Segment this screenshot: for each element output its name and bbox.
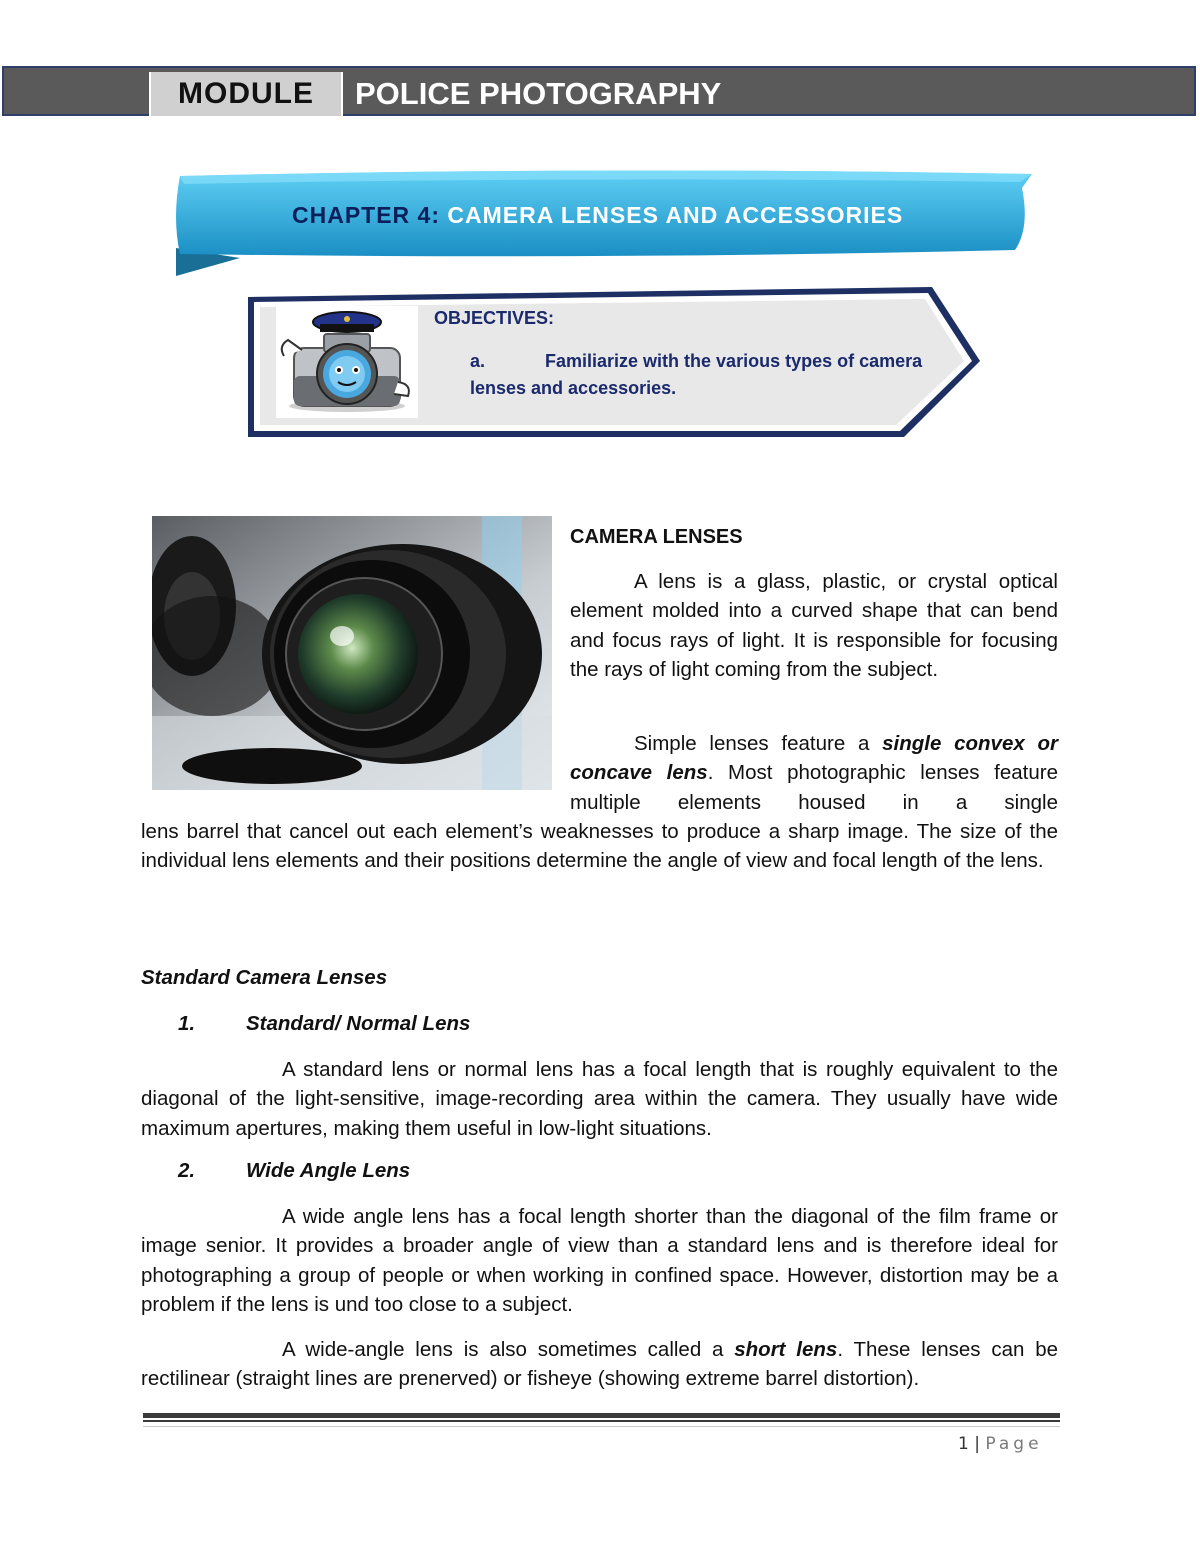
- objectives-heading: OBJECTIVES:: [434, 308, 555, 328]
- body2-start: A wide-angle lens is also sometimes called a: [282, 1338, 724, 1361]
- p2-middle: . Most photographic lenses feature multiple elements housed in a single: [570, 761, 1058, 814]
- item-title: Standard/ Normal Lens: [246, 1012, 471, 1035]
- page-separator: |: [974, 1434, 980, 1454]
- wide-angle-lens-body-2: [141, 1335, 1058, 1394]
- camera-lenses-paragraph-1: A lens is a glass, plastic, or crystal optical element molded into a curved shape that can bend and focus rays of light. It is responsible for focusing the rays of light coming from the subject.: [570, 570, 1058, 682]
- footer-rule: [143, 1420, 1060, 1422]
- standard-lens-body: A standard lens or normal lens has a focal length that is roughly equivalent to the diagonal of the light-sensitive, image-recording area within the camera. They usually have wide maximum apertures, making them useful in low-light situations.: [141, 1058, 1058, 1140]
- p2-emphasis: single convex or concave lens: [570, 732, 1058, 785]
- camera-lenses-heading: CAMERA LENSES: [570, 526, 743, 548]
- standard-lenses-heading: Standard Camera Lenses: [141, 966, 388, 989]
- document-title: POLICE PHOTOGRAPHY: [355, 76, 722, 111]
- chapter-prefix: CHAPTER 4:: [292, 202, 441, 228]
- page-number-value: 1: [958, 1434, 969, 1454]
- camera-mascot-icon: [276, 306, 418, 418]
- camera-lenses-paragraph-2-continued: lens barrel that cancel out each element’s weaknesses to produce a sharp image. The size of the individual lens elements and their positions determine the angle of view and focal length of the lens.: [141, 820, 1058, 873]
- wide-angle-lens-body: A wide angle lens has a focal length shorter than the diagonal of the film frame or image senior. It provides a broader angle of view than a standard lens and is therefore ideal for photographing a group of people or when working in confined space. However, distortion may be a problem if the lens is und too close to a subject.: [141, 1205, 1058, 1317]
- objective-marker: a.: [470, 351, 486, 371]
- p2-start: Simple lenses feature a: [634, 732, 870, 755]
- page-number: [958, 1434, 1043, 1454]
- body2-emphasis: short lens: [734, 1338, 838, 1361]
- camera-lens-photo: [152, 516, 552, 790]
- footer-rule: [143, 1413, 1060, 1418]
- item-number: 1.: [178, 1012, 196, 1035]
- body2-end: . These lenses can be rectilinear (straight lines are prenerved) or fisheye (showing extreme barrel distortion).: [141, 1338, 1058, 1391]
- objective-text: Familiarize with the various types of camera lenses and accessories.: [470, 351, 923, 398]
- standard-lens-heading: [178, 1012, 470, 1036]
- chapter-title: CAMERA LENSES AND ACCESSORIES: [447, 202, 904, 228]
- item-title: Wide Angle Lens: [246, 1159, 411, 1182]
- wide-angle-lens-heading: [178, 1159, 410, 1183]
- camera-lenses-paragraph-2: [570, 729, 1058, 817]
- chapter-heading: [292, 202, 903, 229]
- footer-rule: [143, 1426, 1060, 1427]
- module-label: MODULE: [149, 72, 343, 116]
- item-number: 2.: [178, 1159, 196, 1182]
- page-label: Page: [985, 1434, 1043, 1454]
- objective-item: [470, 348, 940, 402]
